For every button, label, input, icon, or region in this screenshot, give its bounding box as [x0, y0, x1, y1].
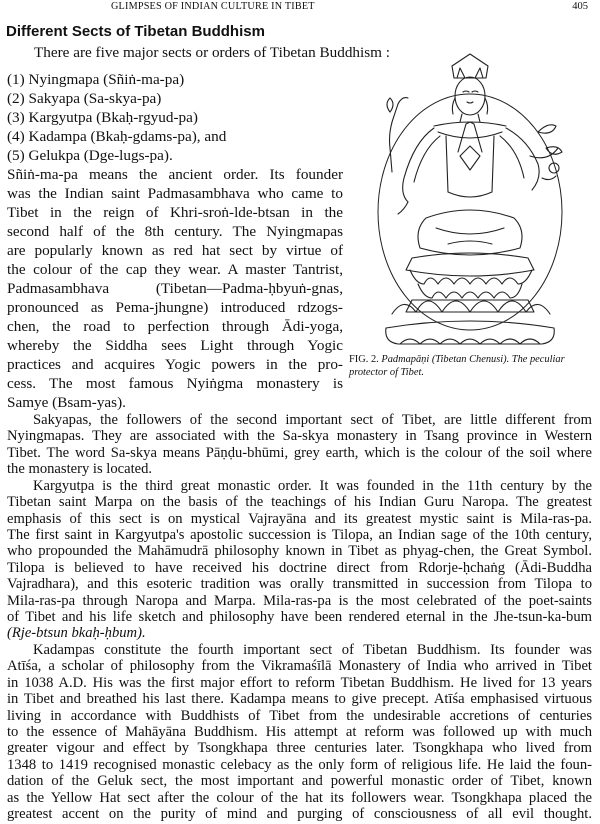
sect-list-item: (5) Gelukpa (Dge-lugs-pa).: [7, 147, 173, 164]
nyingma-line: cess. The most famous Nyiṅgma monastery is: [7, 375, 343, 392]
nyingma-line: Tibet in the reign of Khri-sroṅ-lde-btsan in the: [7, 204, 343, 221]
body-line: (Rje-btsun bkaḥ-ḥbum).: [7, 625, 146, 642]
caption-line-1: [349, 353, 589, 366]
nyingma-line: Padmasambhava (Tibetan—Padma-ḥbyuṅ-gnas,: [7, 280, 343, 297]
nyingma-line: was the Indian saint Padmasambhava who came to: [7, 185, 343, 202]
body-line: Tibet. The word Sa-skya means Pāṇḍu-bhūmi, grey earth, which is the colour of the soil where: [7, 444, 592, 461]
body-line: as the Yellow Hat sect after the colour of the hat its followers wear. Tsongkhapa placed the: [7, 789, 592, 806]
body-line: 1348 to 1419 recognised monastic celebacy as the only form of religious life. He laid the foun-: [7, 756, 592, 773]
caption-italic: Padmapāṇi (Tibetan Chenusi). The peculiar: [381, 354, 565, 365]
body-line: Kargyutpa is the third great monastic order. It was founded in the 11th century by the: [33, 477, 592, 494]
section-heading: Different Sects of Tibetan Buddhism: [6, 23, 265, 40]
nyingma-line: practices and acquires Yogic powers in the pro-: [7, 356, 343, 373]
padmapani-illustration: [352, 52, 584, 352]
body-line: Kadampas constitute the fourth important sect of Tibetan Buddhism. Its founder was: [33, 641, 592, 658]
caption-prefix: FIG. 2.: [349, 354, 379, 365]
nyingma-line: pronounced as Pema-jhungne) introduced rdzogs-: [7, 299, 343, 316]
body-line: in Tibet and breathed his last there. Kadampa means to give precept. Atīśa emphasised virtuous: [7, 691, 592, 708]
body-line: emphasis of this sect is on mystical Vajrayāna and its greatest mystic saint is Mila-ras-pa.: [7, 510, 592, 527]
padmapani-figure: [352, 52, 584, 352]
body-line: Vajradhara), and this esoteric tradition was orally transmitted in succession from Tilopa to: [7, 576, 592, 593]
caption-line-2: protector of Tibet.: [349, 367, 424, 378]
body-line: to the essence of Mahāyāna Buddhism. His attempt at reform was followed up with much: [7, 723, 592, 740]
running-head: [0, 0, 600, 14]
body-line: Nyingmapas. They are associated with the Sa-skya monastery in Tsang province in Western: [7, 428, 592, 445]
body-line: Mila-ras-pa through Naropa and Marpa. Mila-ras-pa is the most celebrated of the poet-saints: [7, 592, 592, 609]
body-line: dation of the Geluk sect, the most important and powerful monastic order of Tibet, known: [7, 773, 592, 790]
nyingma-line: Sñiṅ-ma-pa means the ancient order. Its founder: [7, 166, 343, 183]
sect-list-item: (1) Nyingmapa (Sñiṅ-ma-pa): [7, 71, 185, 88]
nyingma-line: are popularly known as red hat sect by virtue of: [7, 242, 343, 259]
body-line: Tilopa is believed to have received his doctrine direct from Rdorje-ḥchaṅg (Ādi-Buddha: [7, 559, 592, 576]
body-line: in 1038 A.D. His was the first major effort to reform Tibetan Buddhism. He lived for 13 years: [7, 674, 592, 691]
nyingma-line: second half of the 8th century. The Nyingmapas: [7, 223, 343, 240]
body-line: living in accordance with Buddhists of Tibet from the undesirable accretions of centuries: [7, 707, 592, 724]
sect-list-item: (4) Kadampa (Bkaḥ-gdams-pa), and: [7, 128, 227, 145]
body-line: who propounded the Mahāmudrā philosophy known in Tibet as phyag-chen, the Great Symbol.: [7, 543, 592, 560]
sect-list-item: (2) Sakyapa (Sa-skya-pa): [7, 90, 162, 107]
body-line: Tibetan saint Marpa on the basis of the teachings of his Indian Guru Naropa. The greatest: [7, 494, 592, 511]
intro-line: There are five major sects or orders of Tibetan Buddhism :: [34, 44, 390, 61]
running-title: GLIMPSES OF INDIAN CULTURE IN TIBET: [111, 1, 315, 12]
body-line: the monastery is located.: [7, 461, 153, 478]
body-line: greater vigour and effect by Tsongkhapa three centuries later. Tsongkhapa who lived from: [7, 740, 592, 757]
sect-list-item: (3) Kargyutpa (Bkaḥ-rgyud-pa): [7, 109, 198, 126]
nyingma-line: the colour of the cap they wear. A master Tantrist,: [7, 261, 343, 278]
body-line: Atīśa, a scholar of philosophy from the Vikramaśīlā Monastery of India who arrived in Tibet: [7, 658, 592, 675]
body-line: The first saint in Kargyutpa's apostolic succession is Tilopa, an Indian sage of the 10th century,: [7, 526, 592, 543]
page-number: 405: [572, 1, 588, 12]
figure-caption: [349, 353, 589, 379]
body-line: of Tibet and his life sketch and philosophy have been rendered eternal in the Jhe-tsun-ka-bum: [7, 609, 592, 625]
nyingma-line: Samye (Bsam-yas).: [7, 394, 126, 411]
nyingma-line: whereby the Siddha sees Light through Yogic: [7, 337, 343, 354]
nyingma-line: chen, the road to perfection through Ādi-yoga,: [7, 318, 343, 335]
body-line: Sakyapas, the followers of the second important sect of Tibet, are little different from: [33, 412, 592, 428]
body-line: greatest accent on the purity of mind and purging of consciousness of all evil thought.: [7, 806, 592, 822]
